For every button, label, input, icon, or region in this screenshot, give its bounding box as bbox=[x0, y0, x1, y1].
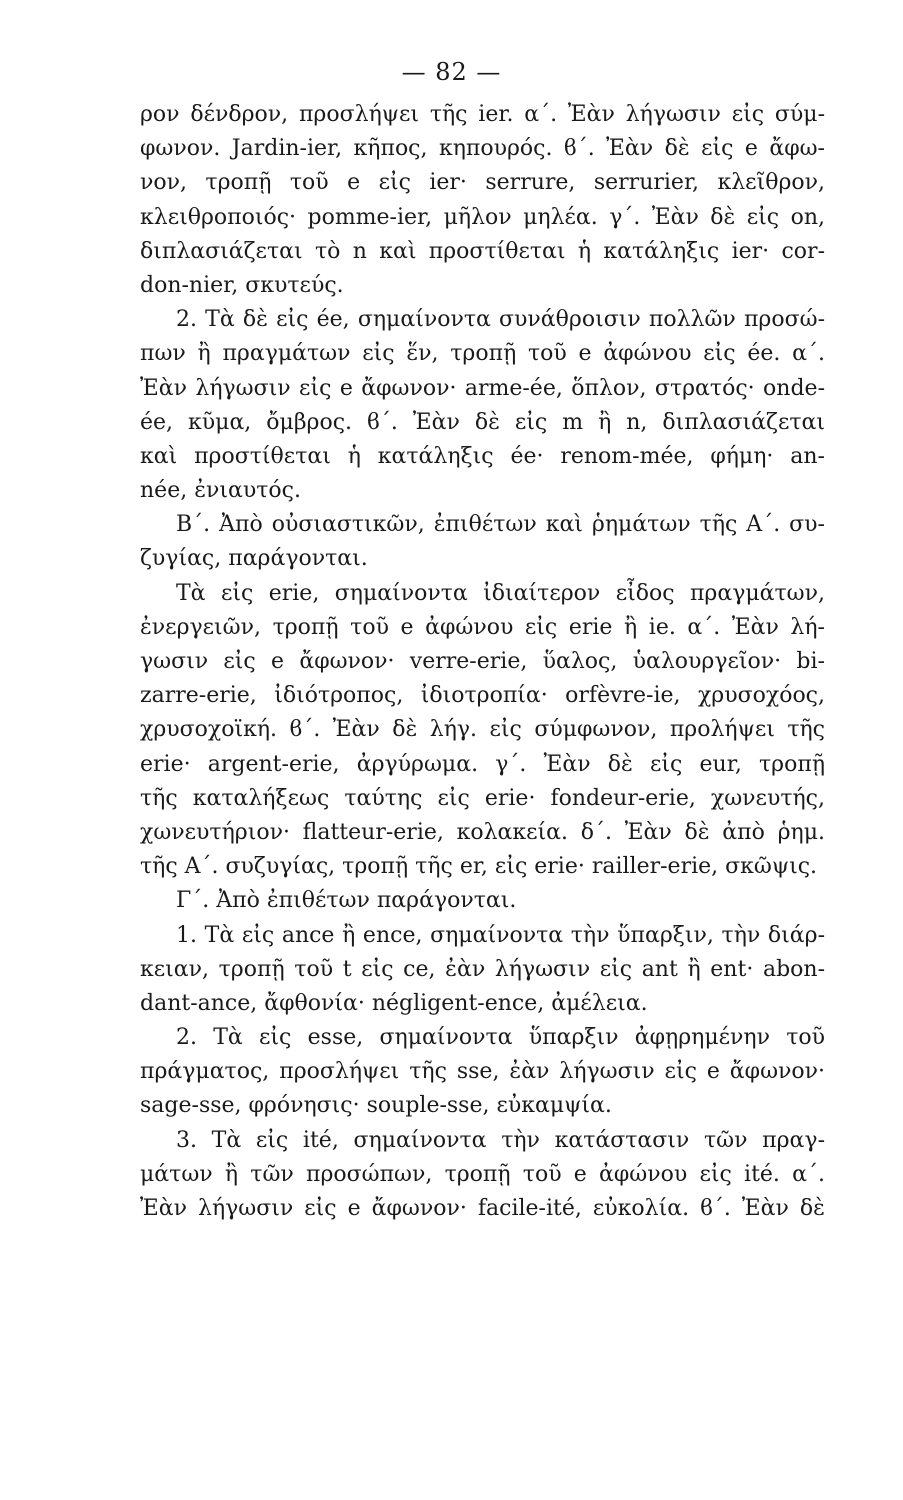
body-text bbox=[140, 98, 825, 1226]
text-line: erie· argent-erie, ἀργύρωμα. γ΄. Ἐὰν δὲ εἰς eur, τροπῇ bbox=[140, 751, 825, 777]
text-line: sage-sse, φρόνησις· souple-sse, εὐκαμψία. bbox=[140, 1093, 612, 1119]
text-line: Β΄. Ἀπὸ οὐσιαστικῶν, ἐπιθέτων καὶ ῥημάτων τῆς Α΄. συ- bbox=[176, 512, 825, 538]
text-line: χωνευτήριον· flatteur-erie, κολακεία. δ΄. Ἐὰν δὲ ἀπὸ ῥημ. bbox=[140, 819, 825, 845]
text-line: διπλασιάζεται τὸ n καὶ προστίθεται ἡ κατάληξις ier· cor- bbox=[140, 238, 825, 264]
text-line: μάτων ἢ τῶν προσώπων, τροπῇ τοῦ e ἀφώνου εἰς ité. α΄. bbox=[140, 1161, 825, 1187]
text-line: 1. Τὰ εἰς ance ἢ ence, σημαίνοντα τὴν ὕπαρξιν, τὴν διάρ- bbox=[176, 922, 825, 948]
text-line: ζυγίας, παράγονται. bbox=[140, 546, 368, 572]
text-line: ρον δένδρον, προσλήψει τῆς ier. α΄. Ἐὰν λήγωσιν εἰς σύμ- bbox=[140, 102, 825, 127]
text-line: don-nier, σκυτεύς. bbox=[140, 272, 344, 298]
text-line: 2. Τὰ εἰς esse, σημαίνοντα ὕπαρξιν ἀφῃρημένην τοῦ bbox=[176, 1025, 825, 1051]
text-line: καὶ προστίθεται ἡ κατάληξις ée· renom-mée, φήμη· an- bbox=[140, 443, 825, 469]
text-line: κλειθροποιός· pomme-ier, μῆλον μηλέα. γ΄. Ἐὰν δὲ εἰς on, bbox=[140, 204, 825, 230]
text-line: ée, κῦμα, ὄμβρος. ϐ΄. Ἐὰν δὲ εἰς m ἢ n, διπλασιάζεται bbox=[140, 409, 825, 435]
text-line: πράγματος, προσλήψει τῆς sse, ἐὰν λήγωσιν εἰς e ἄφωνον· bbox=[140, 1059, 825, 1085]
text-line: τῆς Α΄. συζυγίας, τροπῇ τῆς er, εἰς erie· railler-erie, σκῶψις. bbox=[140, 854, 818, 880]
text-line: 2. Τὰ δὲ εἰς ée, σημαίνοντα συνάθροισιν πολλῶν προσώ- bbox=[176, 307, 825, 333]
text-line: χρυσοχοϊκή. ϐ΄. Ἐὰν δὲ λήγ. εἰς σύμφωνον, προλήψει τῆς bbox=[140, 717, 825, 743]
page-number: — 82 — bbox=[401, 58, 502, 86]
text-line: Ἐὰν λήγωσιν εἰς e ἄφωνον· arme-ée, ὅπλον, στρατός· onde- bbox=[140, 375, 825, 401]
text-line: κειαν, τροπῇ τοῦ t εἰς ce, ἐὰν λήγωσιν εἰς ant ἢ ent· abon- bbox=[140, 956, 825, 982]
text-line: zarre-erie, ἰδιότροπος, ἰδιοτροπία· orfèvre-ie, χρυσοχόος, bbox=[140, 683, 825, 709]
text-line: νον, τροπῇ τοῦ e εἰς ier· serrure, serrurier, κλεῖθρον, bbox=[140, 170, 825, 196]
text-line: ἐνεργειῶν, τροπῇ τοῦ e ἀφώνου εἰς erie ἢ ie. α΄. Ἐὰν λή- bbox=[140, 614, 825, 640]
text-line: née, ἐνιαυτός. bbox=[140, 478, 301, 504]
text-line: πων ἢ πραγμάτων εἰς ἕν, τροπῇ τοῦ e ἀφώνου εἰς ée. α΄. bbox=[140, 341, 825, 367]
text-line: φωνον. Jardin-ier, κῆπος, κηπουρός. ϐ΄. Ἐὰν δὲ εἰς e ἄφω- bbox=[140, 136, 825, 162]
text-line: τῆς καταλήξεως ταύτης εἰς erie· fondeur-erie, χωνευτής, bbox=[140, 785, 825, 811]
text-line: Τὰ εἰς erie, σημαίνοντα ἰδιαίτερον εἶδος πραγμάτων, bbox=[176, 580, 825, 606]
text-line: 3. Τὰ εἰς ité, σημαίνοντα τὴν κατάστασιν τῶν πραγ- bbox=[176, 1127, 825, 1153]
text-line: Γ΄. Ἀπὸ ἐπιθέτων παράγονται. bbox=[176, 888, 517, 914]
text-line: Ἐὰν λήγωσιν εἰς e ἄφωνον· facile-ité, εὐκολία. ϐ΄. Ἐὰν δὲ bbox=[140, 1196, 825, 1221]
text-line: dant-ance, ἄφθονία· négligent-ence, ἀμέλεια. bbox=[140, 990, 648, 1016]
text-line: γωσιν εἰς e ἄφωνον· verre-erie, ὕαλος, ὑαλουργεῖον· bi- bbox=[140, 649, 825, 674]
